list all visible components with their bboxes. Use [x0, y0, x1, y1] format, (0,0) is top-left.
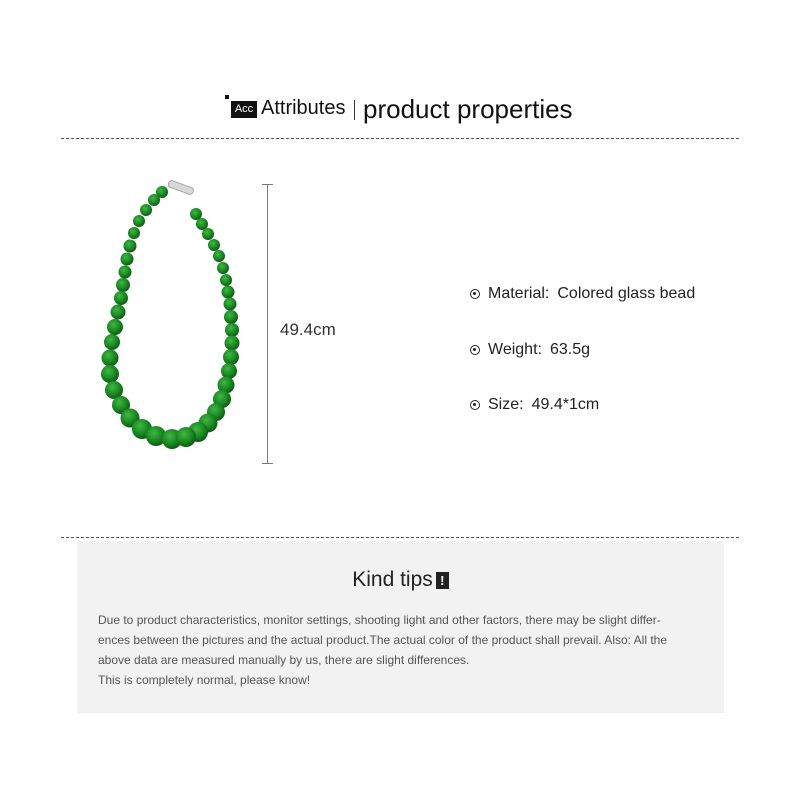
bead	[176, 427, 196, 447]
bead	[224, 298, 237, 311]
bead	[190, 208, 202, 220]
property-label: Size:	[488, 396, 524, 413]
bead	[107, 319, 123, 335]
target-icon	[470, 289, 480, 299]
tips-text	[98, 610, 713, 690]
bead	[196, 218, 208, 230]
bead	[148, 194, 160, 206]
bead	[225, 336, 240, 351]
header-dot	[225, 95, 229, 99]
tips-line: ences between the pictures and the actual product.The actual color of the product shall prevail. Also: All the	[98, 633, 668, 647]
bead	[124, 240, 137, 253]
property-value: Colored glass bead	[557, 285, 696, 302]
property-label: Weight:	[488, 341, 542, 358]
tips-title-text: Kind tips	[352, 568, 433, 591]
bead	[119, 266, 132, 279]
bead	[133, 215, 145, 227]
bead	[202, 228, 214, 240]
measure-label: 49.4cm	[280, 320, 336, 339]
bead	[222, 286, 235, 299]
property-value: 49.4*1cm	[531, 396, 600, 413]
header-separator	[354, 100, 355, 120]
bead	[104, 334, 120, 350]
property-label: Material:	[488, 285, 550, 302]
measure-cap-top	[262, 184, 273, 185]
page-title: product properties	[363, 94, 573, 124]
kind-tips-panel	[77, 541, 724, 713]
acc-badge: Acc	[231, 101, 257, 118]
bead	[114, 291, 128, 305]
top-divider	[61, 138, 739, 139]
tips-title	[77, 568, 724, 592]
target-icon	[470, 400, 480, 410]
property-weight	[470, 341, 590, 359]
measure-line	[267, 184, 268, 464]
measure-cap-bottom	[262, 463, 273, 464]
bead	[217, 262, 229, 274]
bead	[140, 204, 152, 216]
bottom-divider	[61, 537, 739, 538]
bead	[128, 227, 140, 239]
attributes-label: Attributes	[261, 97, 346, 119]
tips-line: above data are measured manually by us, there are slight differences.	[98, 653, 470, 667]
bead	[213, 250, 225, 262]
bead	[111, 305, 126, 320]
bead	[220, 274, 232, 286]
bead	[102, 350, 119, 367]
necklace-image	[90, 178, 260, 478]
bead	[225, 323, 239, 337]
bead	[101, 365, 119, 383]
property-material	[470, 285, 695, 303]
property-value: 63.5g	[549, 341, 590, 358]
bead	[116, 278, 130, 292]
warning-icon: !	[436, 572, 449, 589]
bead	[224, 310, 238, 324]
bead	[221, 363, 237, 379]
tips-line: This is completely normal, please know!	[98, 673, 311, 687]
tips-line: Due to product characteristics, monitor settings, shooting light and other factors, there may be slight differ-	[98, 613, 661, 627]
bead	[223, 349, 239, 365]
property-size	[470, 396, 599, 414]
bead	[121, 253, 134, 266]
target-icon	[470, 345, 480, 355]
bead	[208, 239, 220, 251]
